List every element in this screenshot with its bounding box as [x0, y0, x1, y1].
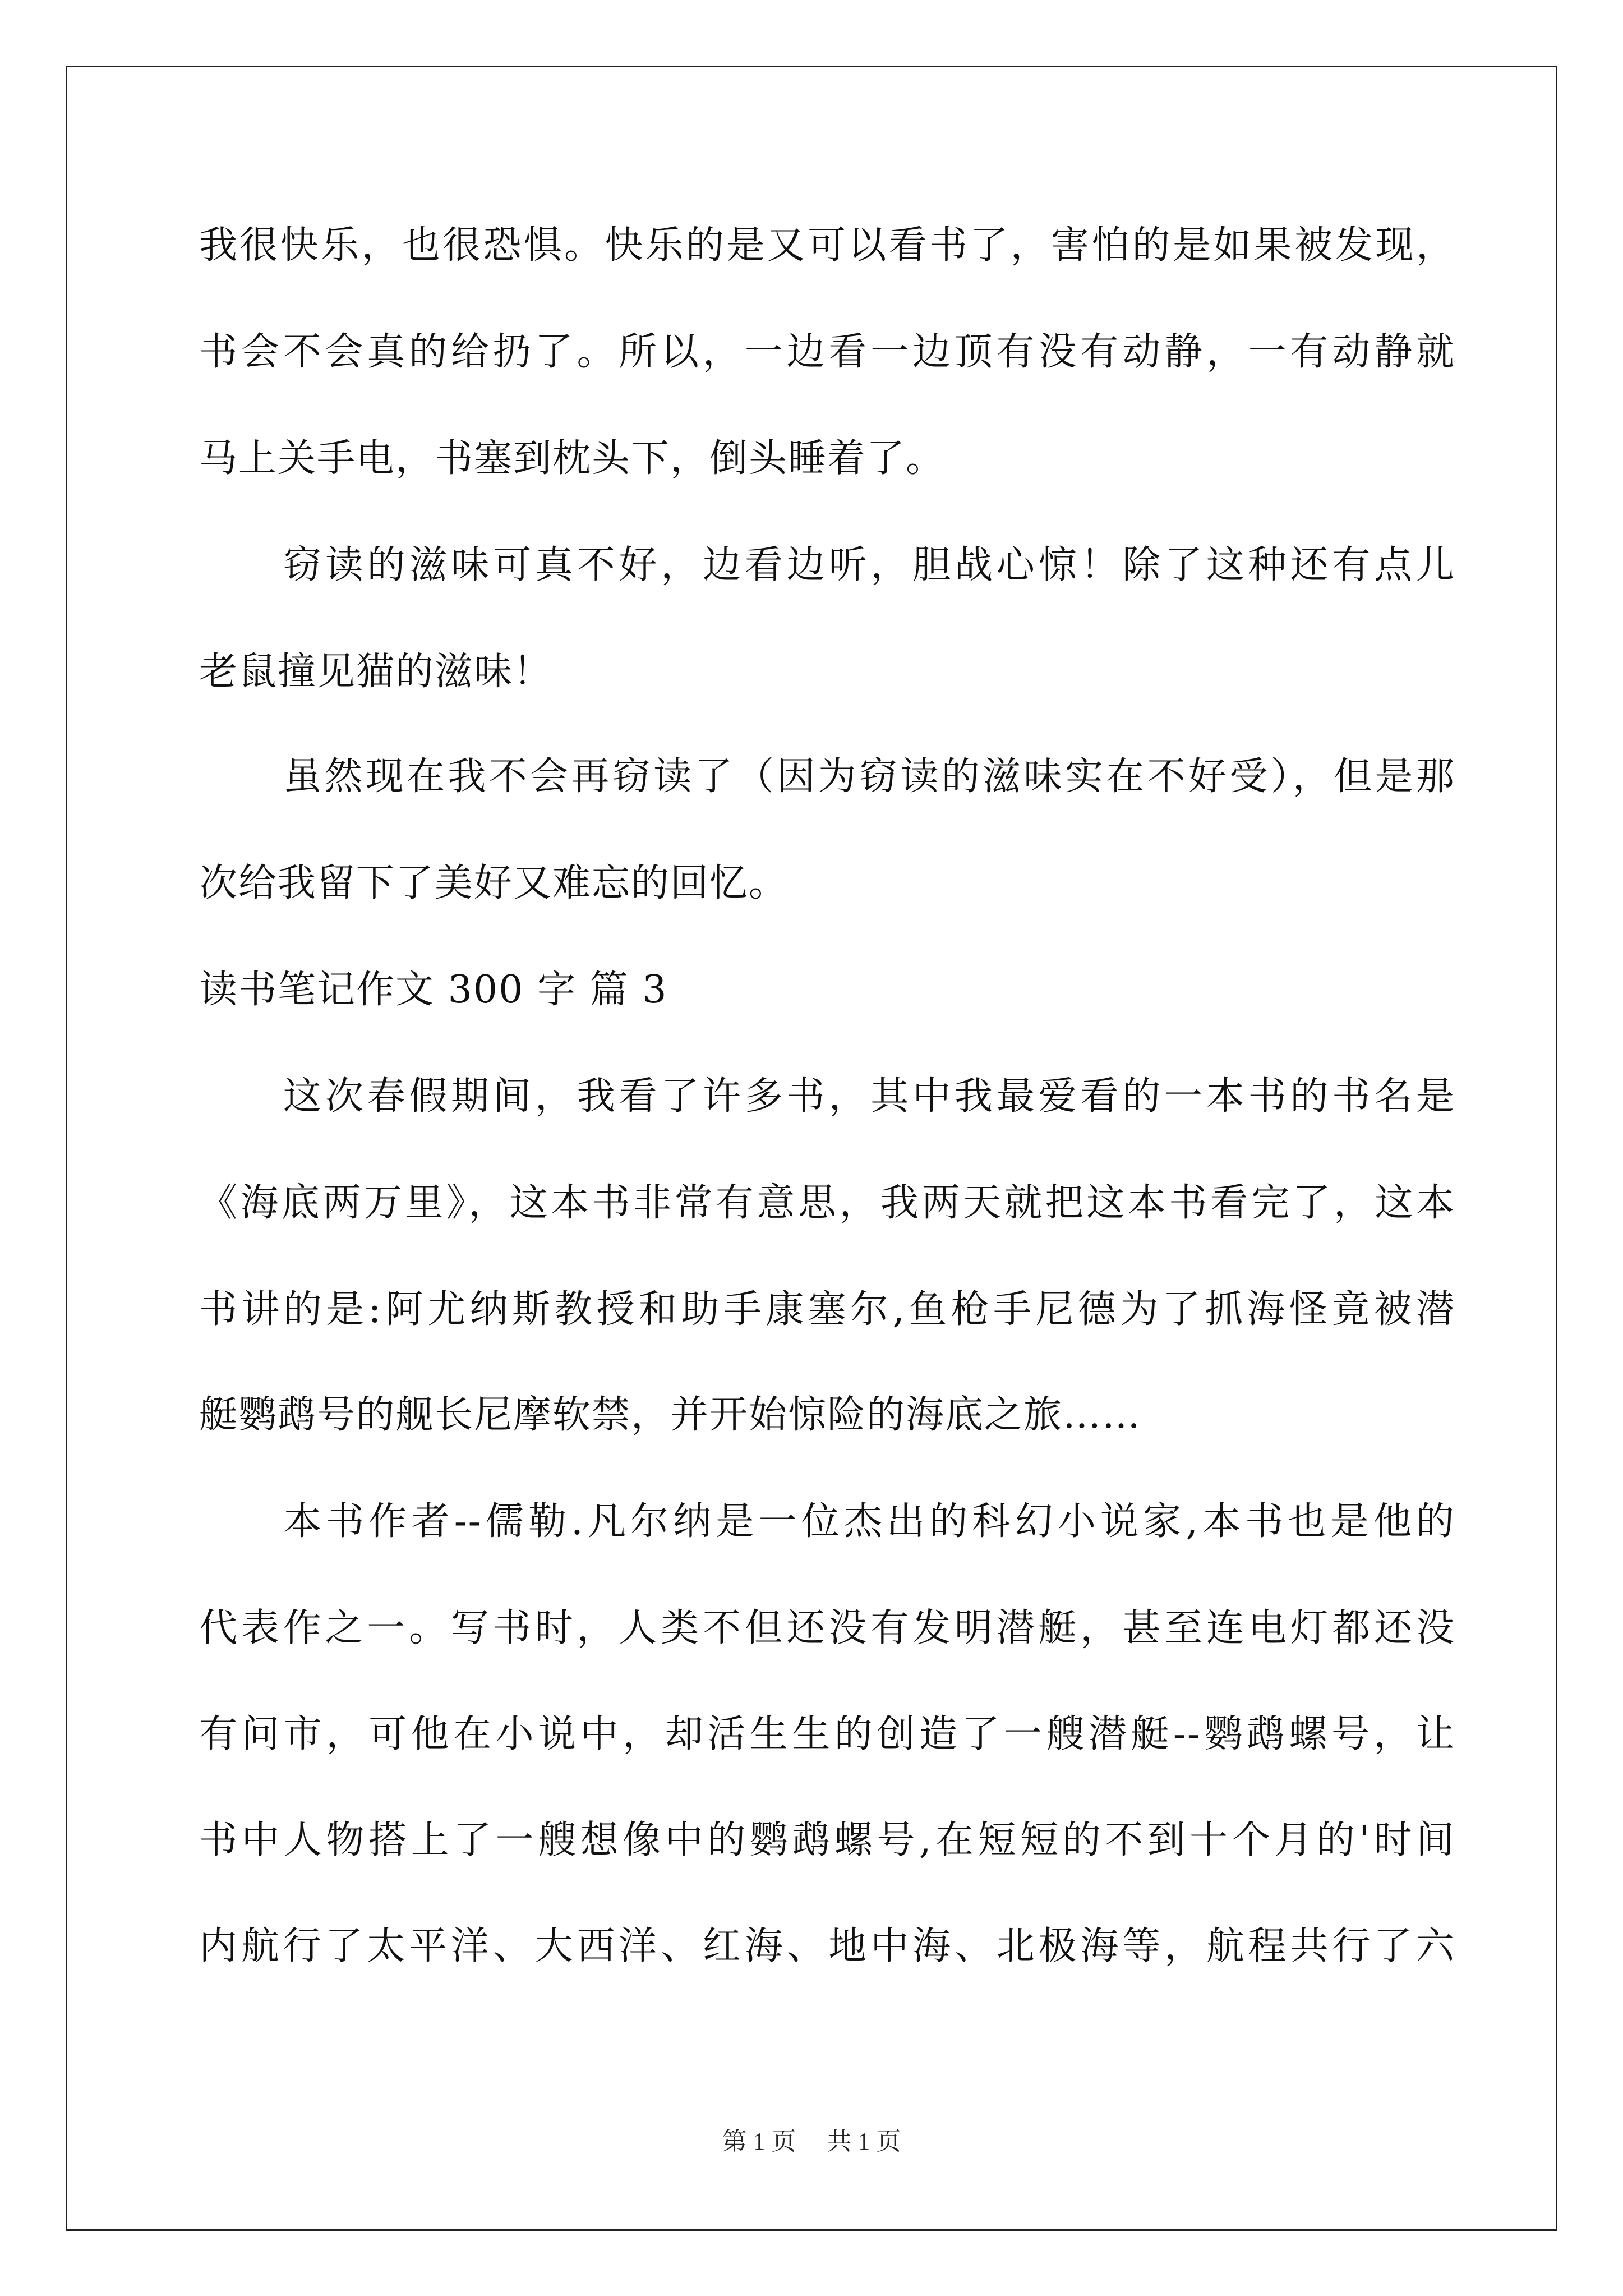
- paragraph-5-line-1: 本书作者--儒勒.凡尔纳是一位杰出的科幻小说家,本书也是他的: [283, 1499, 1455, 1544]
- page-footer: [0, 2125, 1623, 2159]
- paragraph-3-line-1: 虽然现在我不会再窃读了（因为窃读的滋味实在不好受），但是那: [283, 754, 1455, 799]
- paragraph-3-line-2: 次给我留下了美好又难忘的回忆。: [199, 861, 789, 905]
- section-heading: 读书笔记作文 300 字 篇 3: [199, 968, 668, 1012]
- paragraph-5-line-4: 书中人物搭上了一艘想像中的鹦鹉螺号,在短短的不到十个月的'时间: [199, 1818, 1455, 1862]
- paragraph-5-line-2: 代表作之一。写书时，人类不但还没有发明潜艇，甚至连电灯都还没: [199, 1606, 1455, 1650]
- page-number-total: 共 1 页: [827, 2128, 901, 2155]
- paragraph-1-line-3: 马上关手电，书塞到枕头下，倒头睡着了。: [199, 436, 946, 481]
- page-border: [66, 66, 1557, 2231]
- page-number-current: 第 1 页: [722, 2128, 796, 2155]
- paragraph-4-line-4: 艇鹦鹉号的舰长尼摩软禁，并开始惊险的海底之旅……: [199, 1393, 1142, 1437]
- paragraph-4-line-2: 《海底两万里》，这本书非常有意思，我两天就把这本书看完了，这本: [199, 1181, 1455, 1225]
- paragraph-4-line-3: 书讲的是:阿尤纳斯教授和助手康塞尔,鱼枪手尼德为了抓海怪竟被潜: [199, 1287, 1455, 1332]
- paragraph-2-line-2: 老鼠撞见猫的滋味！: [199, 650, 553, 694]
- paragraph-5-line-5: 内航行了太平洋、大西洋、红海、地中海、北极海等，航程共行了六: [199, 1924, 1455, 1968]
- paragraph-1-line-1: 我很快乐，也很恐惧。快乐的是又可以看书了，害怕的是如果被发现，: [199, 223, 1455, 268]
- paragraph-4-line-1: 这次春假期间，我看了许多书，其中我最爱看的一本书的书名是: [283, 1074, 1455, 1119]
- paragraph-5-line-3: 有问市，可他在小说中，却活生生的创造了一艘潜艇--鹦鹉螺号，让: [199, 1712, 1455, 1756]
- paragraph-1-line-2: 书会不会真的给扔了。所以，一边看一边顶有没有动静，一有动静就: [199, 330, 1455, 374]
- paragraph-2-line-1: 窃读的滋味可真不好，边看边听，胆战心惊！除了这种还有点儿: [283, 543, 1455, 587]
